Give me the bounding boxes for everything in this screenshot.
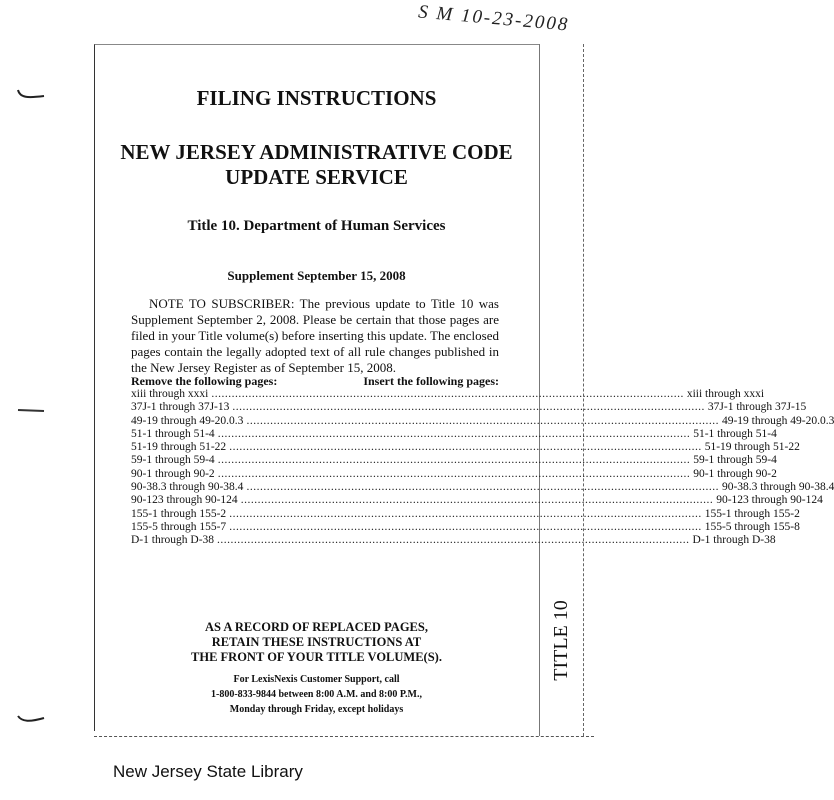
table-row [131,454,777,467]
retain-line3: THE FRONT OF YOUR TITLE VOLUME(S). [191,650,442,664]
code-title-line1: NEW JERSEY ADMINISTRATIVE CODE [120,140,513,164]
table-row [131,467,777,481]
dot-leader: ............................................................................................................................................ [232,401,705,414]
remove-range: 155-5 through 155-7 [131,520,227,533]
department-heading: Title 10. Department of Human Services [187,218,446,234]
dot-leader: ............................................................................................................................................ [211,388,684,400]
punch-hole-mark-bottom [16,712,46,726]
table-row [131,520,800,534]
dot-leader: ............................................................................................................................................ [229,441,702,454]
table-row [131,481,834,494]
table-header [131,374,499,388]
remove-range: 155-1 through 155-2 [131,507,227,520]
retain-notice [94,620,539,665]
table-row [131,441,800,454]
remove-range: 90-1 through 90-2 [131,467,215,480]
insert-header: Insert the following pages: [363,374,499,388]
code-title-line2: UPDATE SERVICE [225,165,408,189]
insert-range: 90-38.3 through 90-38.4 [721,481,834,494]
bottom-rule [94,736,594,737]
support-line3: Monday through Friday, except holidays [229,704,404,715]
remove-range: xiii through xxxi [131,388,209,400]
table-row [131,401,807,414]
supplement-date: Supplement September 15, 2008 [227,268,406,283]
insert-range: 155-1 through 155-2 [704,507,800,520]
insert-range: 51-1 through 51-4 [693,427,777,440]
library-stamp: New Jersey State Library [113,762,303,781]
dot-leader: ............................................................................................................................................ [246,481,719,494]
insert-range: 59-1 through 59-4 [693,454,777,467]
pages-table [131,374,834,548]
remove-range: 37J-1 through 37J-13 [131,401,230,414]
subscriber-note: NOTE TO SUBSCRIBER: The previous update to Title 10 was Supplement September 2, 2008. Please be certain that those pages are filed in your Title volume(s) before inserting this update. The enclosed pages contain the legally adopted text of all rule changes published in the New Jersey Register as of September 15, 2008. [131,296,499,375]
remove-range: 90-38.3 through 90-38.4 [131,481,244,494]
title-tab-label: TITLE 10 [549,599,572,681]
dot-leader: ............................................................................................................................................ [217,467,691,480]
title-tab [540,590,582,690]
insert-range: D-1 through D-38 [692,534,776,547]
remove-range: 51-1 through 51-4 [131,427,215,440]
table-row [131,534,776,547]
table-row [131,427,777,441]
dot-leader: ............................................................................................................................................ [229,520,702,533]
punch-hole-mark-top [16,88,46,102]
table-row [131,388,765,401]
code-title [94,140,539,190]
remove-header: Remove the following pages: [131,374,278,388]
support-line1: For LexisNexis Customer Support, call [233,674,400,685]
insert-range: 37J-1 through 37J-15 [707,401,807,414]
dot-leader: ............................................................................................................................................ [246,414,719,427]
insert-range: 90-123 through 90-124 [716,494,823,507]
dot-leader: ............................................................................................................................................ [217,454,691,467]
table-rows [131,388,834,548]
insert-range: 51-19 through 51-22 [704,441,800,454]
remove-range: 51-19 through 51-22 [131,441,227,454]
table-row [131,494,823,507]
remove-range: 59-1 through 59-4 [131,454,215,467]
insert-range: 49-19 through 49-20.0.3 [721,414,834,427]
dot-leader: ............................................................................................................................................ [229,507,702,520]
insert-range: 155-5 through 155-8 [704,520,800,533]
dot-leader: ............................................................................................................................................ [240,494,714,507]
insert-range: 90-1 through 90-2 [693,467,777,480]
handwritten-note: S M 10-23-2008 [417,1,571,36]
support-line2: 1-800-833-9844 between 8:00 A.M. and 8:00 P.M., [210,689,422,700]
dot-leader: ............................................................................................................................................ [217,427,691,440]
remove-range: 49-19 through 49-20.0.3 [131,414,244,427]
punch-hole-mark-middle [16,404,46,418]
retain-line2: RETAIN THESE INSTRUCTIONS AT [211,635,422,649]
retain-line1: AS A RECORD OF REPLACED PAGES, [205,620,428,634]
table-row [131,414,834,428]
insert-range: xiii through xxxi [686,388,765,400]
customer-support [94,672,539,717]
remove-range: 90-123 through 90-124 [131,494,238,507]
table-row [131,507,800,521]
remove-range: D-1 through D-38 [131,534,215,547]
page-title: FILING INSTRUCTIONS [196,86,437,110]
dot-leader: ............................................................................................................................................ [217,534,690,547]
